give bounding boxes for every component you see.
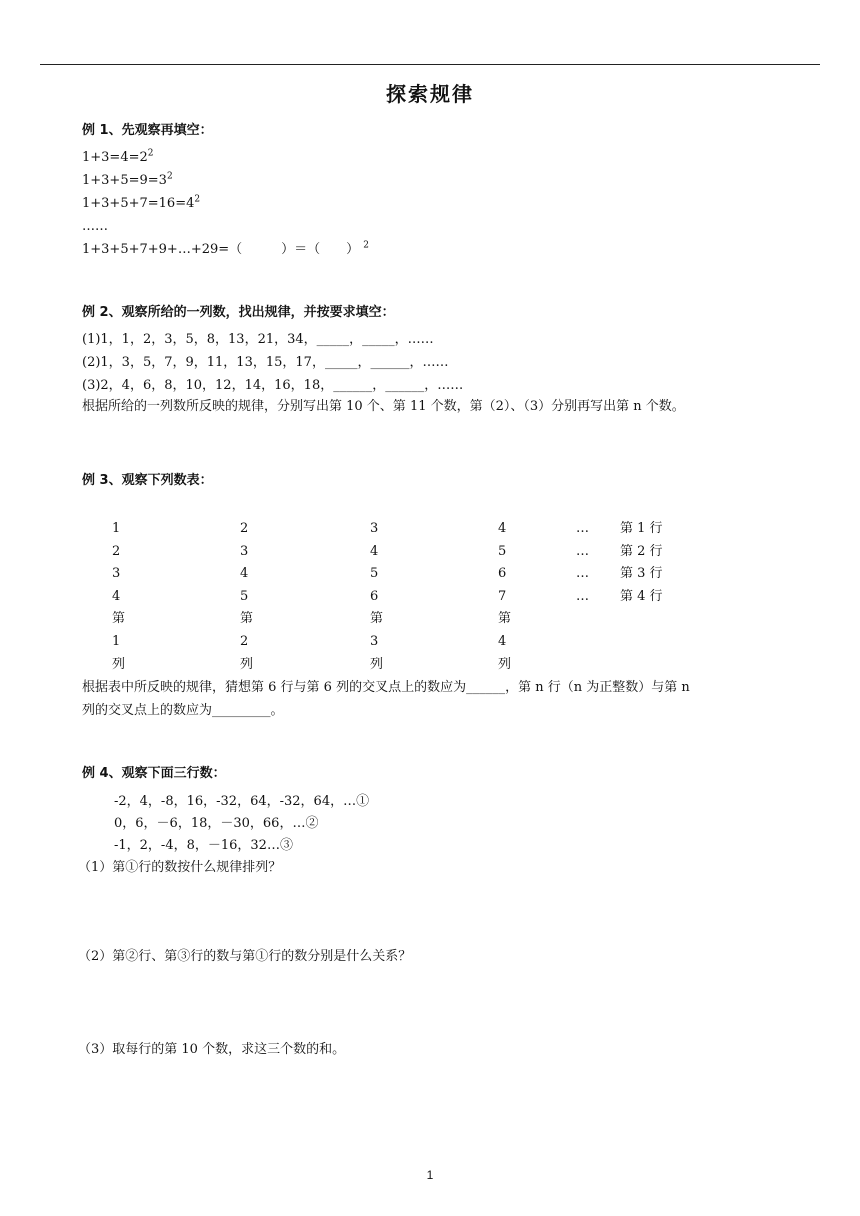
ex1-line-3: $1+3+5+7=16=4^2$ <box>82 194 201 211</box>
table-cell: 列 <box>112 657 126 672</box>
table-cell: 5 <box>498 544 507 559</box>
table-cell: 3 <box>240 544 249 559</box>
table-cell: 6 <box>370 589 379 604</box>
table-cell: 4 <box>370 544 379 559</box>
ex4-question-1: （1）第①行的数按什么规律排列？ <box>78 860 282 875</box>
table-cell: 3 <box>112 566 121 581</box>
page-number: 1 <box>426 1168 434 1182</box>
ex4-row-1: -2，4，-8，16，-32，64，-32，64，…① <box>114 794 370 809</box>
table-cell: 第 1 行 <box>620 521 663 536</box>
ex2-question: 根据所给的一列数所反映的规律，分别写出第 10 个、第 11 个数，第（2）、（3）分别再写出第 n 个数。 <box>82 399 685 414</box>
table-cell: 3 <box>370 521 379 536</box>
table-cell: 第 <box>112 611 126 626</box>
table-cell: 1 <box>112 634 121 649</box>
ex4-row-2: 0，6，－6，18，－30，66，…② <box>114 816 319 831</box>
ex2-seq-3: (3)2，4，6，8，10，12，14，16，18，______，______，…… <box>82 378 464 393</box>
table-cell: 第 <box>370 611 384 626</box>
table-cell: 2 <box>112 544 121 559</box>
ex2-heading: 例 2、观察所给的一列数，找出规律，并按要求填空： <box>82 305 395 320</box>
table-cell: 第 2 行 <box>620 544 663 559</box>
ex3-question-line-2: 列的交叉点上的数应为_________。 <box>82 703 284 718</box>
table-cell: … <box>576 521 589 536</box>
table-cell: 第 <box>240 611 254 626</box>
table-cell: 4 <box>498 634 507 649</box>
table-cell: 5 <box>370 566 379 581</box>
table-cell: … <box>576 544 589 559</box>
table-cell: 列 <box>370 657 384 672</box>
table-cell: 6 <box>498 566 507 581</box>
table-cell: 2 <box>240 521 249 536</box>
ex4-question-2: （2）第②行、第③行的数与第①行的数分别是什么关系？ <box>78 949 412 964</box>
table-cell: 3 <box>370 634 379 649</box>
table-cell: 第 4 行 <box>620 589 663 604</box>
header-rule <box>40 64 820 65</box>
ex1-ellipsis: …… <box>82 219 108 234</box>
table-cell: 1 <box>112 521 121 536</box>
table-cell: 4 <box>112 589 121 604</box>
table-cell: 第 <box>498 611 512 626</box>
table-cell: 第 3 行 <box>620 566 663 581</box>
ex4-question-3: （3）取每行的第 10 个数，求这三个数的和。 <box>78 1042 346 1057</box>
table-cell: 4 <box>240 566 249 581</box>
table-cell: 7 <box>498 589 507 604</box>
ex2-seq-1: (1)1，1，2，3，5，8，13，21，34，_____，_____，…… <box>82 332 434 347</box>
table-cell: 列 <box>240 657 254 672</box>
table-cell: … <box>576 589 589 604</box>
ex3-heading: 例 3、观察下列数表： <box>82 473 213 488</box>
ex1-line-2: $1+3+5=9=3^2$ <box>82 171 173 188</box>
table-cell: 2 <box>240 634 249 649</box>
ex3-question-line-1: 根据表中所反映的规律，猜想第 6 行与第 6 列的交叉点上的数应为______，第 n 行（n 为正整数）与第 n <box>82 680 690 695</box>
ex4-row-3: -1，2，-4，8，－16，32…③ <box>114 838 293 853</box>
ex1-line-1: $1+3=4=2^2$ <box>82 148 154 165</box>
table-cell: 5 <box>240 589 249 604</box>
ex1-heading: 例 1、先观察再填空： <box>82 123 213 138</box>
table-cell: 列 <box>498 657 512 672</box>
page-title: 探索规律 <box>386 82 474 106</box>
ex2-seq-2: (2)1，3，5，7，9，11，13，15，17，_____，______，…… <box>82 355 449 370</box>
ex4-heading: 例 4、观察下面三行数： <box>82 766 226 781</box>
table-cell: 4 <box>498 521 507 536</box>
ex1-last-line: 1+3+5+7+9+…+29=（ ）＝（ ） $^2$ <box>82 240 370 257</box>
table-cell: … <box>576 566 589 581</box>
